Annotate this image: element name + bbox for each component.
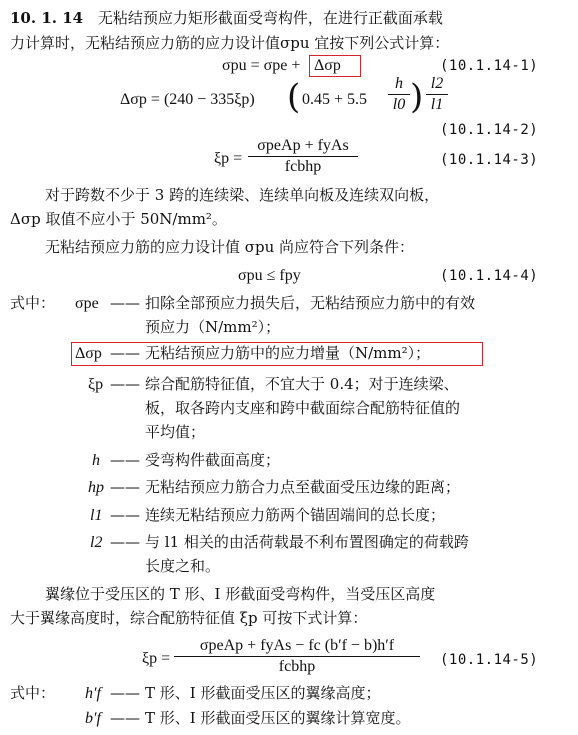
flange-line-1: 翼缘位于受压区的 T 形、I 形截面受弯构件，当受压区高度 (45, 585, 436, 603)
eq3-den: fcbhp (284, 158, 322, 175)
def-text-b-prime-f: T 形、I 形截面受压区的翼缘计算宽度。 (145, 709, 411, 727)
def-text-sigma-pe-2: 预应力（N/mm²）； (145, 318, 281, 336)
def-text-hp: 无粘结预应力筋合力点至截面受压边缘的距离； (145, 478, 461, 496)
def-text-l2-1: 与 l1 相关的由活荷载最不利布置图确定的荷载跨 (145, 533, 469, 551)
eq5-lhs: ξp = (142, 650, 171, 667)
eq2-inner: 0.45 + 5.5 (302, 91, 368, 108)
eq5-fraction (174, 638, 420, 675)
def-text-l1: 连续无粘结预应力筋两个锚固端间的总长度； (145, 506, 446, 524)
def-text-xi-p-3: 平均值； (145, 423, 206, 441)
def-dash: —— (110, 375, 140, 393)
clause-heading (10, 11, 443, 26)
eq2-left-paren: ( (287, 77, 301, 117)
def-symbol-hp: hp (88, 479, 104, 496)
eq3-num: σpeAp + fyAs (257, 137, 349, 154)
eq5-num: σpeAp + fyAs − fc (b′f − b)h′f (199, 637, 395, 654)
eq2-frac2-num: l2 (430, 75, 444, 92)
def-symbol-h-prime-f: h′f (85, 685, 101, 702)
span-line-2: Δσp 取值不应小于 50N/mm²。 (10, 210, 227, 228)
def-text-h-prime-f: T 形、I 形截面受压区的翼缘高度； (145, 684, 381, 702)
eq4-text: σpu ≤ fpy (238, 267, 301, 284)
def-dash: —— (110, 533, 140, 551)
eq5-number: (10.1.14-5) (440, 652, 539, 668)
def-symbol-l1: l1 (90, 507, 103, 524)
eq1-highlight-box (309, 55, 361, 77)
intro-line-2: 力计算时，无粘结预应力筋的应力设计值σpu 宜按下列公式计算： (10, 34, 450, 52)
def-text-delta-sigma-p: 无粘结预应力筋中的应力增量（N/mm²）； (145, 344, 431, 362)
def-text-xi-p-1: 综合配筋特征值，不宜大于 0.4；对于连续梁、 (145, 375, 459, 393)
def-dash: —— (110, 478, 140, 496)
intro-line-1: 无粘结预应力矩形截面受弯构件，在进行正截面承载 (97, 9, 443, 27)
def-symbol-xi-p: ξp (88, 376, 104, 393)
eq4-number: (10.1.14-4) (440, 268, 539, 284)
def-dash: —— (110, 709, 140, 727)
eq2-frac1-num: h (395, 75, 403, 92)
def-symbol-b-prime-f: b′f (85, 710, 101, 727)
eq3-number: (10.1.14-3) (440, 152, 539, 168)
def-dash: —— (110, 451, 140, 469)
def-symbol-delta-sigma-p: Δσp (75, 345, 102, 362)
def-dash: —— (110, 506, 140, 524)
where-label-2: 式中： (10, 684, 56, 702)
span-line-1: 对于跨数不少于 3 跨的连续梁、连续单向板及连续双向板， (45, 186, 440, 204)
eq2-frac1-den: l0 (392, 96, 406, 113)
eq2-right-paren: ) (410, 77, 424, 117)
eq2-frac-h-l0 (388, 76, 410, 113)
eq3-lhs: ξp = (214, 150, 243, 167)
def-symbol-h: h (92, 452, 100, 469)
def-symbol-sigma-pe: σpe (75, 295, 99, 312)
def-dash: —— (110, 344, 140, 362)
eq1-boxed-term: Δσp (314, 57, 341, 74)
eq1-number: (10.1.14-1) (440, 58, 539, 74)
eq2-frac2-den: l1 (430, 96, 444, 113)
def-text-h: 受弯构件截面高度； (145, 451, 281, 469)
where-label: 式中： (10, 294, 56, 312)
eq2-lhs: Δσp = (240 − 335ξp) (120, 91, 255, 108)
cond-line: 无粘结预应力筋的应力设计值 σpu 尚应符合下列条件： (45, 238, 415, 256)
eq1-lhs: σpu = σpe + (222, 57, 301, 74)
def-text-sigma-pe-1: 扣除全部预应力损失后，无粘结预应力筋中的有效 (145, 294, 476, 312)
def-text-xi-p-2: 板，取各跨内支座和跨中截面综合配筋特征值的 (145, 399, 461, 417)
eq3-fraction (248, 138, 358, 175)
def-text-l2-2: 长度之和。 (145, 557, 221, 575)
def-symbol-l2: l2 (90, 534, 103, 551)
eq2-frac-l2-l1 (426, 76, 448, 113)
clause-number: 10. 1. 14 (10, 9, 84, 27)
flange-line-2: 大于翼缘高度时，综合配筋特征值 ξp 可按下式计算： (10, 609, 368, 627)
eq2-number: (10.1.14-2) (440, 122, 539, 138)
eq5-den: fcbhp (278, 658, 316, 675)
def-dash: —— (110, 684, 140, 702)
def-dash: —— (110, 294, 140, 312)
